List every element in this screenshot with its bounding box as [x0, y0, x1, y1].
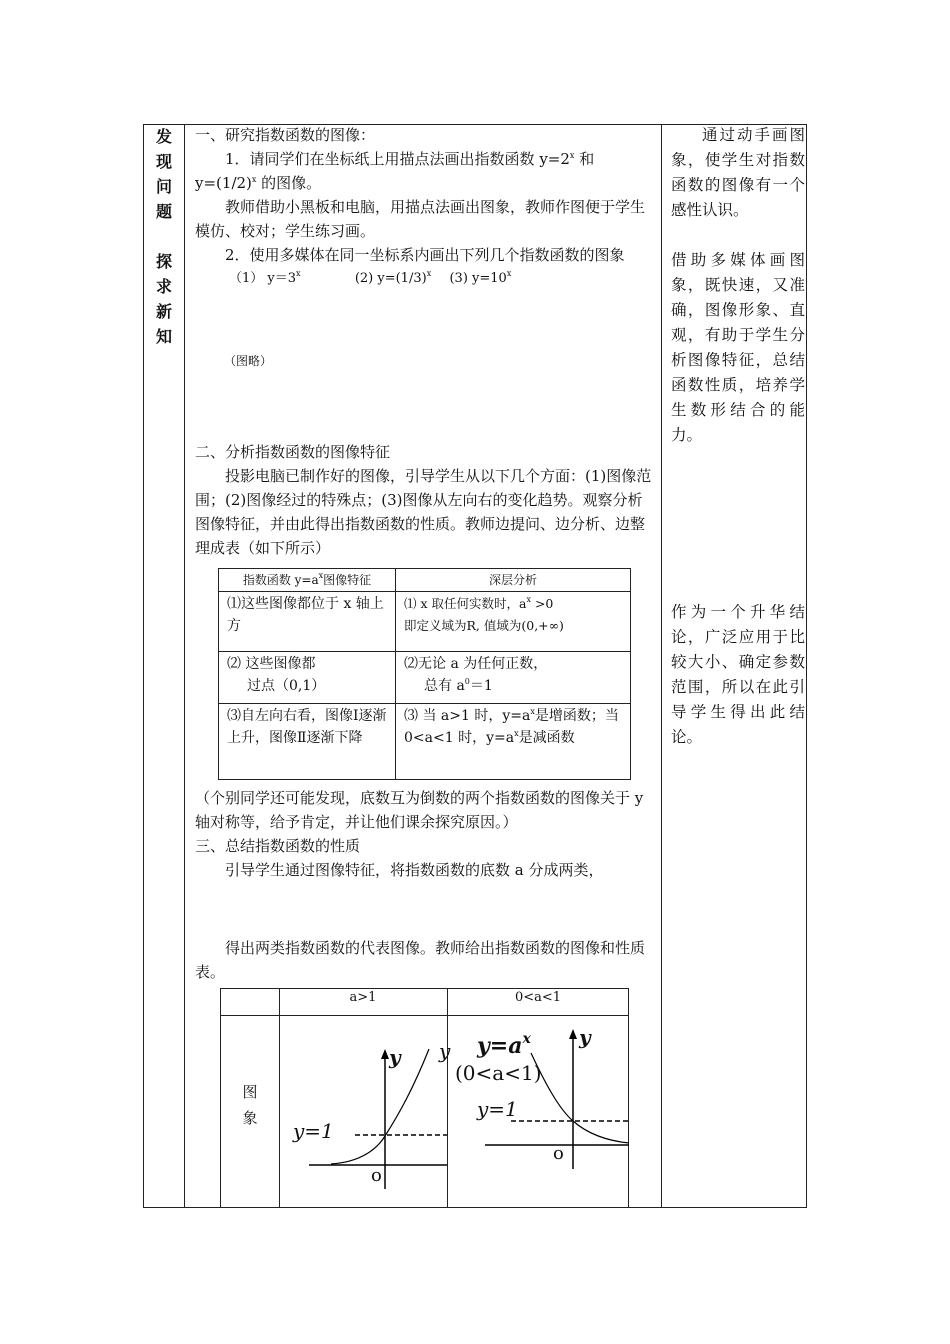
y1-label-2: y=1 — [477, 1097, 518, 1121]
feature-table — [218, 568, 631, 780]
section-1-heading: 一、研究指数函数的图像： — [195, 126, 376, 144]
cut-label: y — [439, 1039, 451, 1063]
section-3-heading: 三、总结指数函数的性质 — [195, 837, 361, 855]
teacher-paragraph: 教师借助小黑板和电脑，用描点法画出图象，教师作图便于学生模仿、校对；学生练习画。 — [195, 198, 646, 240]
col-a-gt-1: a>1 — [279, 989, 448, 1016]
graph-a-gt-1 — [281, 1019, 447, 1207]
graph-table — [220, 988, 629, 1208]
section-3-paragraph-2: 得出两类指数函数的代表图像。教师给出指数函数的图像和性质表。 — [195, 939, 646, 981]
equation-label: $y=a^x$ — [477, 1031, 531, 1059]
row2-left: ⑵ 这些图像都 过点（0,1） — [219, 652, 396, 704]
section-3 — [195, 834, 657, 882]
section-2-heading: 二、分析指数函数的图像特征 — [195, 443, 391, 461]
col-0-lt-a-lt-1: 0<a<1 — [447, 989, 629, 1016]
function-list: （1） $y=3^x$ (2) $y=(1/3)^x$ (3) $y=10^x$ — [229, 269, 512, 286]
condition-label: (0<a<1) — [455, 1061, 542, 1085]
row2-right: ⑵无论 a 为任何正数， 总有 $a^0=1$ — [396, 652, 631, 704]
section-1 — [195, 123, 657, 291]
item-1: 1．请同学们在坐标纸上用描点法画出指数函数 $y=2^x$ 和 — [225, 150, 595, 168]
note-1: 通过动手画图象，使学生对指数函数的图像有一个感性认识。 — [671, 126, 805, 219]
y1-label: y=1 — [293, 1119, 334, 1143]
header-left: 指数函数 $y=a^x$图像特征 — [219, 569, 396, 592]
item-2: 2．使用多媒体在同一坐标系内画出下列几个指数函数的图象 — [225, 246, 625, 264]
origin-label: o — [371, 1165, 382, 1186]
graph-0-lt-a-lt-1 — [449, 1019, 629, 1207]
header-right: 深层分析 — [396, 569, 631, 592]
row-label-image: 图 象 — [242, 1083, 258, 1127]
section-2-note: （个别同学还可能发现，底数互为倒数的两个指数函数的图像关于 y 轴对称等，给予肯定，并让他们课余探究原因。） — [195, 789, 644, 831]
y-axis-label: y — [389, 1045, 401, 1069]
origin-label-2: o — [553, 1143, 564, 1164]
row3-left: ⑶自左向右看，图像Ⅰ逐渐上升，图像Ⅱ逐渐下降 — [219, 704, 396, 780]
y-axis-label-2: y — [579, 1025, 591, 1049]
row3-right: ⑶ 当 a>1 时，$y=a^x$是增函数；当 0<a<1 时，$y=a^x$是减函数 — [396, 704, 631, 780]
row1-left: ⑴这些图像都位于 x 轴上方 — [219, 592, 396, 652]
note-3: 作为一个升华结论，广泛应用于比较大小、确定参数范围，所以在此引导学生得出此结论。 — [671, 603, 805, 746]
section-2 — [195, 440, 657, 560]
column-divider — [661, 124, 662, 1208]
column-divider — [184, 124, 185, 1208]
note-2: 借助多媒体画图象，既快速，又准确，图像形象、直观，有助于学生分析图像特征，总结函数性质，培养学生数形结合的能力。 — [671, 251, 805, 444]
item-1-cont: $y=(1/2)^x$ 的图像。 — [195, 174, 322, 192]
section-2-paragraph: 投影电脑已制作好的图像，引导学生从以下几个方面：(1)图像范围；(2)图像经过的特殊点；(3)图像从左向右的变化趋势。观察分析图像特征，并由此得出指数函数的性质。教师边提问、边分析、边整理成表（如下所示） — [195, 467, 652, 557]
row1-right: ⑴ x 取任何实数时，$a^x >0$ 即定义域为R, 值域为(0,+∞) — [396, 592, 631, 652]
figure-omitted-note: （图略） — [224, 354, 273, 368]
stage-label: 发 现 问 题 探 求 新 知 — [155, 127, 172, 346]
section-3-paragraph-1: 引导学生通过图像特征，将指数函数的底数 a 分成两类， — [225, 861, 604, 879]
